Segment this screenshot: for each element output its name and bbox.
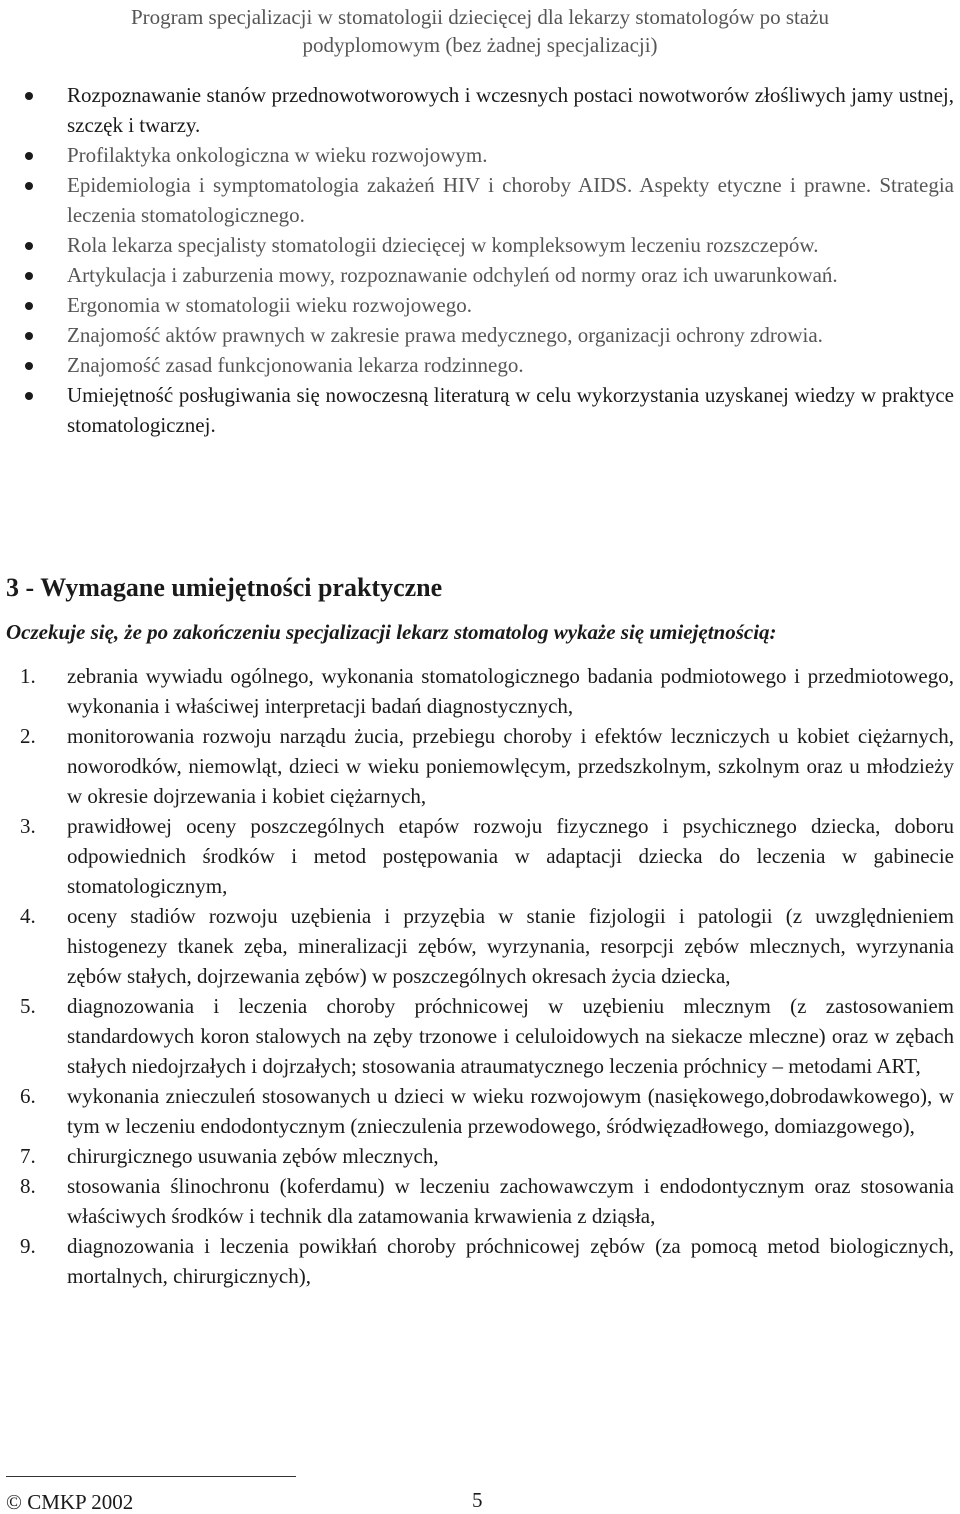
numbered-item: [0, 901, 960, 991]
bullet-dot-icon: [25, 272, 33, 280]
bullet-dot-icon: [25, 392, 33, 400]
bullet-item: [0, 140, 960, 170]
item-text: diagnozowania i leczenia powikłań choroby próchnicowej zębów (za pomocą metod biologicznych, mortalnych, chirurgicznych),: [67, 1234, 954, 1288]
item-text: oceny stadiów rozwoju uzębienia i przyzębia w stanie fizjologii i patologii (z uwzględnieniem histogenezy tkanek zęba, mineralizacji zębów, wyrzynania, resorpcji zębów mlecznych, wyrzynania zębów stałych, dojrzewania zębów) w poszczególnych okresach życia dziecka,: [67, 904, 954, 988]
page-header: [0, 0, 960, 59]
bullet-item: [0, 80, 960, 140]
bullet-text: Znajomość aktów prawnych w zakresie prawa medycznego, organizacji ochrony zdrowia.: [67, 323, 823, 347]
item-text: zebrania wywiadu ogólnego, wykonania stomatologicznego badania podmiotowego i przedmiotowego, wykonania i właściwej interpretacji badań diagnostycznych,: [67, 664, 954, 718]
bullet-dot-icon: [25, 302, 33, 310]
bullet-text: Ergonomia w stomatologii wieku rozwojowego.: [67, 293, 472, 317]
item-number: 6.: [20, 1084, 36, 1108]
item-text: stosowania ślinochronu (koferdamu) w leczeniu zachowawczym i endodontycznym oraz stosowania właściwych środków i technik dla zatamowania krwawienia z dziąsła,: [67, 1174, 954, 1228]
footer-copyright: © CMKP 2002: [6, 1490, 134, 1514]
numbered-item: [0, 1231, 960, 1291]
bullet-list: [0, 80, 960, 440]
numbered-item: [0, 661, 960, 721]
item-number: 2.: [20, 724, 36, 748]
bullet-item: [0, 320, 960, 350]
numbered-item: [0, 721, 960, 811]
numbered-item: [0, 1141, 960, 1171]
item-number: 9.: [20, 1234, 36, 1258]
item-text: chirurgicznego usuwania zębów mlecznych,: [67, 1144, 439, 1168]
item-number: 5.: [20, 994, 36, 1018]
bullet-text: Profilaktyka onkologiczna w wieku rozwojowym.: [67, 143, 488, 167]
bullet-text: Artykulacja i zaburzenia mowy, rozpoznawanie odchyleń od normy oraz ich uwarunkowań.: [67, 263, 838, 287]
item-number: 1.: [20, 664, 36, 688]
bullet-text: Znajomość zasad funkcjonowania lekarza rodzinnego.: [67, 353, 524, 377]
section-intro: Oczekuje się, że po zakończeniu specjalizacji lekarz stomatolog wykaże się umiejętnością:: [6, 620, 777, 644]
bullet-dot-icon: [25, 332, 33, 340]
item-text: prawidłowej oceny poszczególnych etapów rozwoju fizycznego i psychicznego dziecka, doboru odpowiednich środków i metod postępowania w adaptacji dziecka do leczenia w gabinecie stomatologicznym,: [67, 814, 954, 898]
numbered-list: [0, 661, 960, 1291]
bullet-item: [0, 380, 960, 440]
bullet-item: [0, 350, 960, 380]
numbered-item: [0, 811, 960, 901]
item-number: 7.: [20, 1144, 36, 1168]
footer-divider: [6, 1476, 296, 1477]
item-text: diagnozowania i leczenia choroby próchnicowej w uzębieniu mlecznym (z zastosowaniem standardowych koron stalowych na zęby trzonowe i celuloidowych na siekacze mleczne) oraz w zębach stałych niedojrzałych i dojrzałych; stosowania atraumatycznego leczenia próchnicy – metodami ART,: [67, 994, 954, 1078]
numbered-item: [0, 1171, 960, 1231]
bullet-dot-icon: [25, 92, 33, 100]
item-text: wykonania znieczuleń stosowanych u dzieci w wieku rozwojowym (nasiękowego,dobrodawkowego), w tym w leczeniu endodontycznym (znieczulenia przewodowego, śródwięzadłowego, domiazgowego),: [67, 1084, 954, 1138]
header-line-1: Program specjalizacji w stomatologii dziecięcej dla lekarzy stomatologów po stażu: [130, 5, 830, 29]
bullet-text: Rozpoznawanie stanów przednowotworowych i wczesnych postaci nowotworów złośliwych jamy ustnej, szczęk i twarzy.: [67, 83, 954, 137]
bullet-dot-icon: [25, 242, 33, 250]
bullet-dot-icon: [25, 152, 33, 160]
item-number: 8.: [20, 1174, 36, 1198]
item-number: 4.: [20, 904, 36, 928]
bullet-item: [0, 290, 960, 320]
numbered-item: [0, 1081, 960, 1141]
bullet-item: [0, 260, 960, 290]
page-number: 5: [472, 1488, 483, 1512]
item-text: monitorowania rozwoju narządu żucia, przebiegu choroby i efektów leczniczych u kobiet ciężarnych, noworodków, niemowląt, dzieci w wieku poniemowlęcym, przedszkolnym, szkolnym oraz u młodzieży w okresie dojrzewania i kobiet ciężarnych,: [67, 724, 954, 808]
bullet-dot-icon: [25, 362, 33, 370]
bullet-item: [0, 230, 960, 260]
header-line-2: podyplomowym (bez żadnej specjalizacji): [302, 33, 658, 57]
section-heading: 3 - Wymagane umiejętności praktyczne: [6, 573, 443, 602]
bullet-item: [0, 170, 960, 230]
bullet-text: Epidemiologia i symptomatologia zakażeń HIV i choroby AIDS. Aspekty etyczne i prawne. Strategia leczenia stomatologicznego.: [67, 173, 954, 227]
bullet-text: Umiejętność posługiwania się nowoczesną literaturą w celu wykorzystania uzyskanej wiedzy w praktyce stomatologicznej.: [67, 383, 954, 437]
numbered-item: [0, 991, 960, 1081]
bullet-dot-icon: [25, 182, 33, 190]
item-number: 3.: [20, 814, 36, 838]
bullet-text: Rola lekarza specjalisty stomatologii dziecięcej w kompleksowym leczeniu rozszczepów.: [67, 233, 819, 257]
